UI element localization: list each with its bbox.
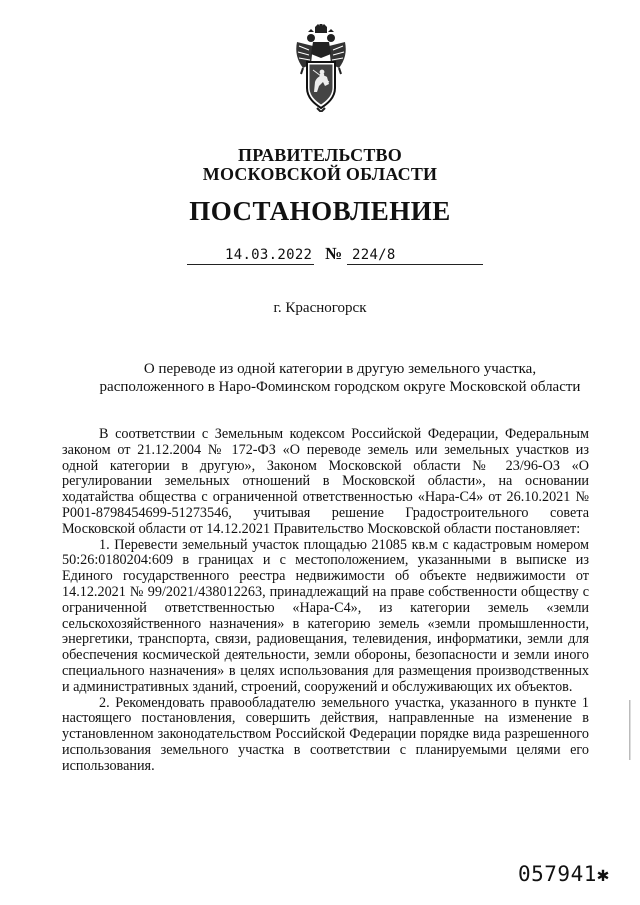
scan-edge-mark <box>628 700 632 760</box>
subject-line2: расположенного в Наро-Фоминском городском округе Московской области <box>99 379 581 395</box>
government-title-line1: ПРАВИТЕЛЬСТВО <box>238 145 402 165</box>
number-sign: № <box>325 244 343 263</box>
document-type-title: ПОСТАНОВЛЕНИЕ <box>189 196 451 226</box>
date-underline <box>187 264 314 265</box>
registration-number: 224/8 <box>352 247 396 263</box>
registration-date: 14.03.2022 <box>225 247 313 263</box>
document-serial-number <box>518 862 609 886</box>
number-underline <box>347 264 483 265</box>
body-item-2: 2. Рекомендовать правообладателю земельного участка, указанного в пункте 1 настоящего постановления, совершить действия, направленные на изменение в установленном законодательством Российской Федерации порядке вида разрешенного использования земельного участка в соответствии с планируемыми целями его использования. <box>62 694 589 774</box>
registration-line <box>187 244 483 267</box>
document-subject <box>40 360 640 396</box>
subject-line1: О переводе из одной категории в другую земельного участка, <box>143 361 537 377</box>
city-of-issue: г. Красногорск <box>273 300 367 316</box>
moscow-oblast-coat-of-arms-icon <box>293 24 349 112</box>
government-title-line2: МОСКОВСКОЙ ОБЛАСТИ <box>202 164 438 184</box>
document-body <box>62 427 589 775</box>
body-item-1: 1. Перевести земельный участок площадью 21085 кв.м с кадастровым номером 50:26:0180204:609 в границах и с местоположением, указанными в выписке из Единого государственного реестра недвижимости об объекте недвижимости от 14.12.2021 № 99/2021/438012263, принадлежащий на праве собственности обществу с ограниченной ответственностью «Нара-С4», из категории земель «земли сельскохозяйственного назначения» в категорию земель «земли промышленности, энергетики, транспорта, связи, радиовещания, телевидения, информатики, земли для обеспечения космической деятельности, земли обороны, безопасности и земли иного специального назначения» в целях использования для размещения производственных и административных зданий, строений, сооружений и обслуживающих их объектов. <box>62 536 589 695</box>
serial-asterisk-icon: ✱ <box>596 862 610 886</box>
body-preamble: В соответствии с Земельным кодексом Российской Федерации, Федеральным законом от 21.12.2004 № 172-ФЗ «О переводе земель или земельных участков из одной категории в другую», Законом Московской области № 23/96-ОЗ «О регулировании земельных отношений в Московской области», на основании ходатайства общества с ограниченной ответственностью «Нара-С4» от 26.10.2021 № Р001-8798454699-51273546, учитывая решение Градостроительного совета Московской области от 14.12.2021 Правительство Московской области постановляет: <box>62 426 589 537</box>
serial-digits: 057941 <box>518 862 597 886</box>
